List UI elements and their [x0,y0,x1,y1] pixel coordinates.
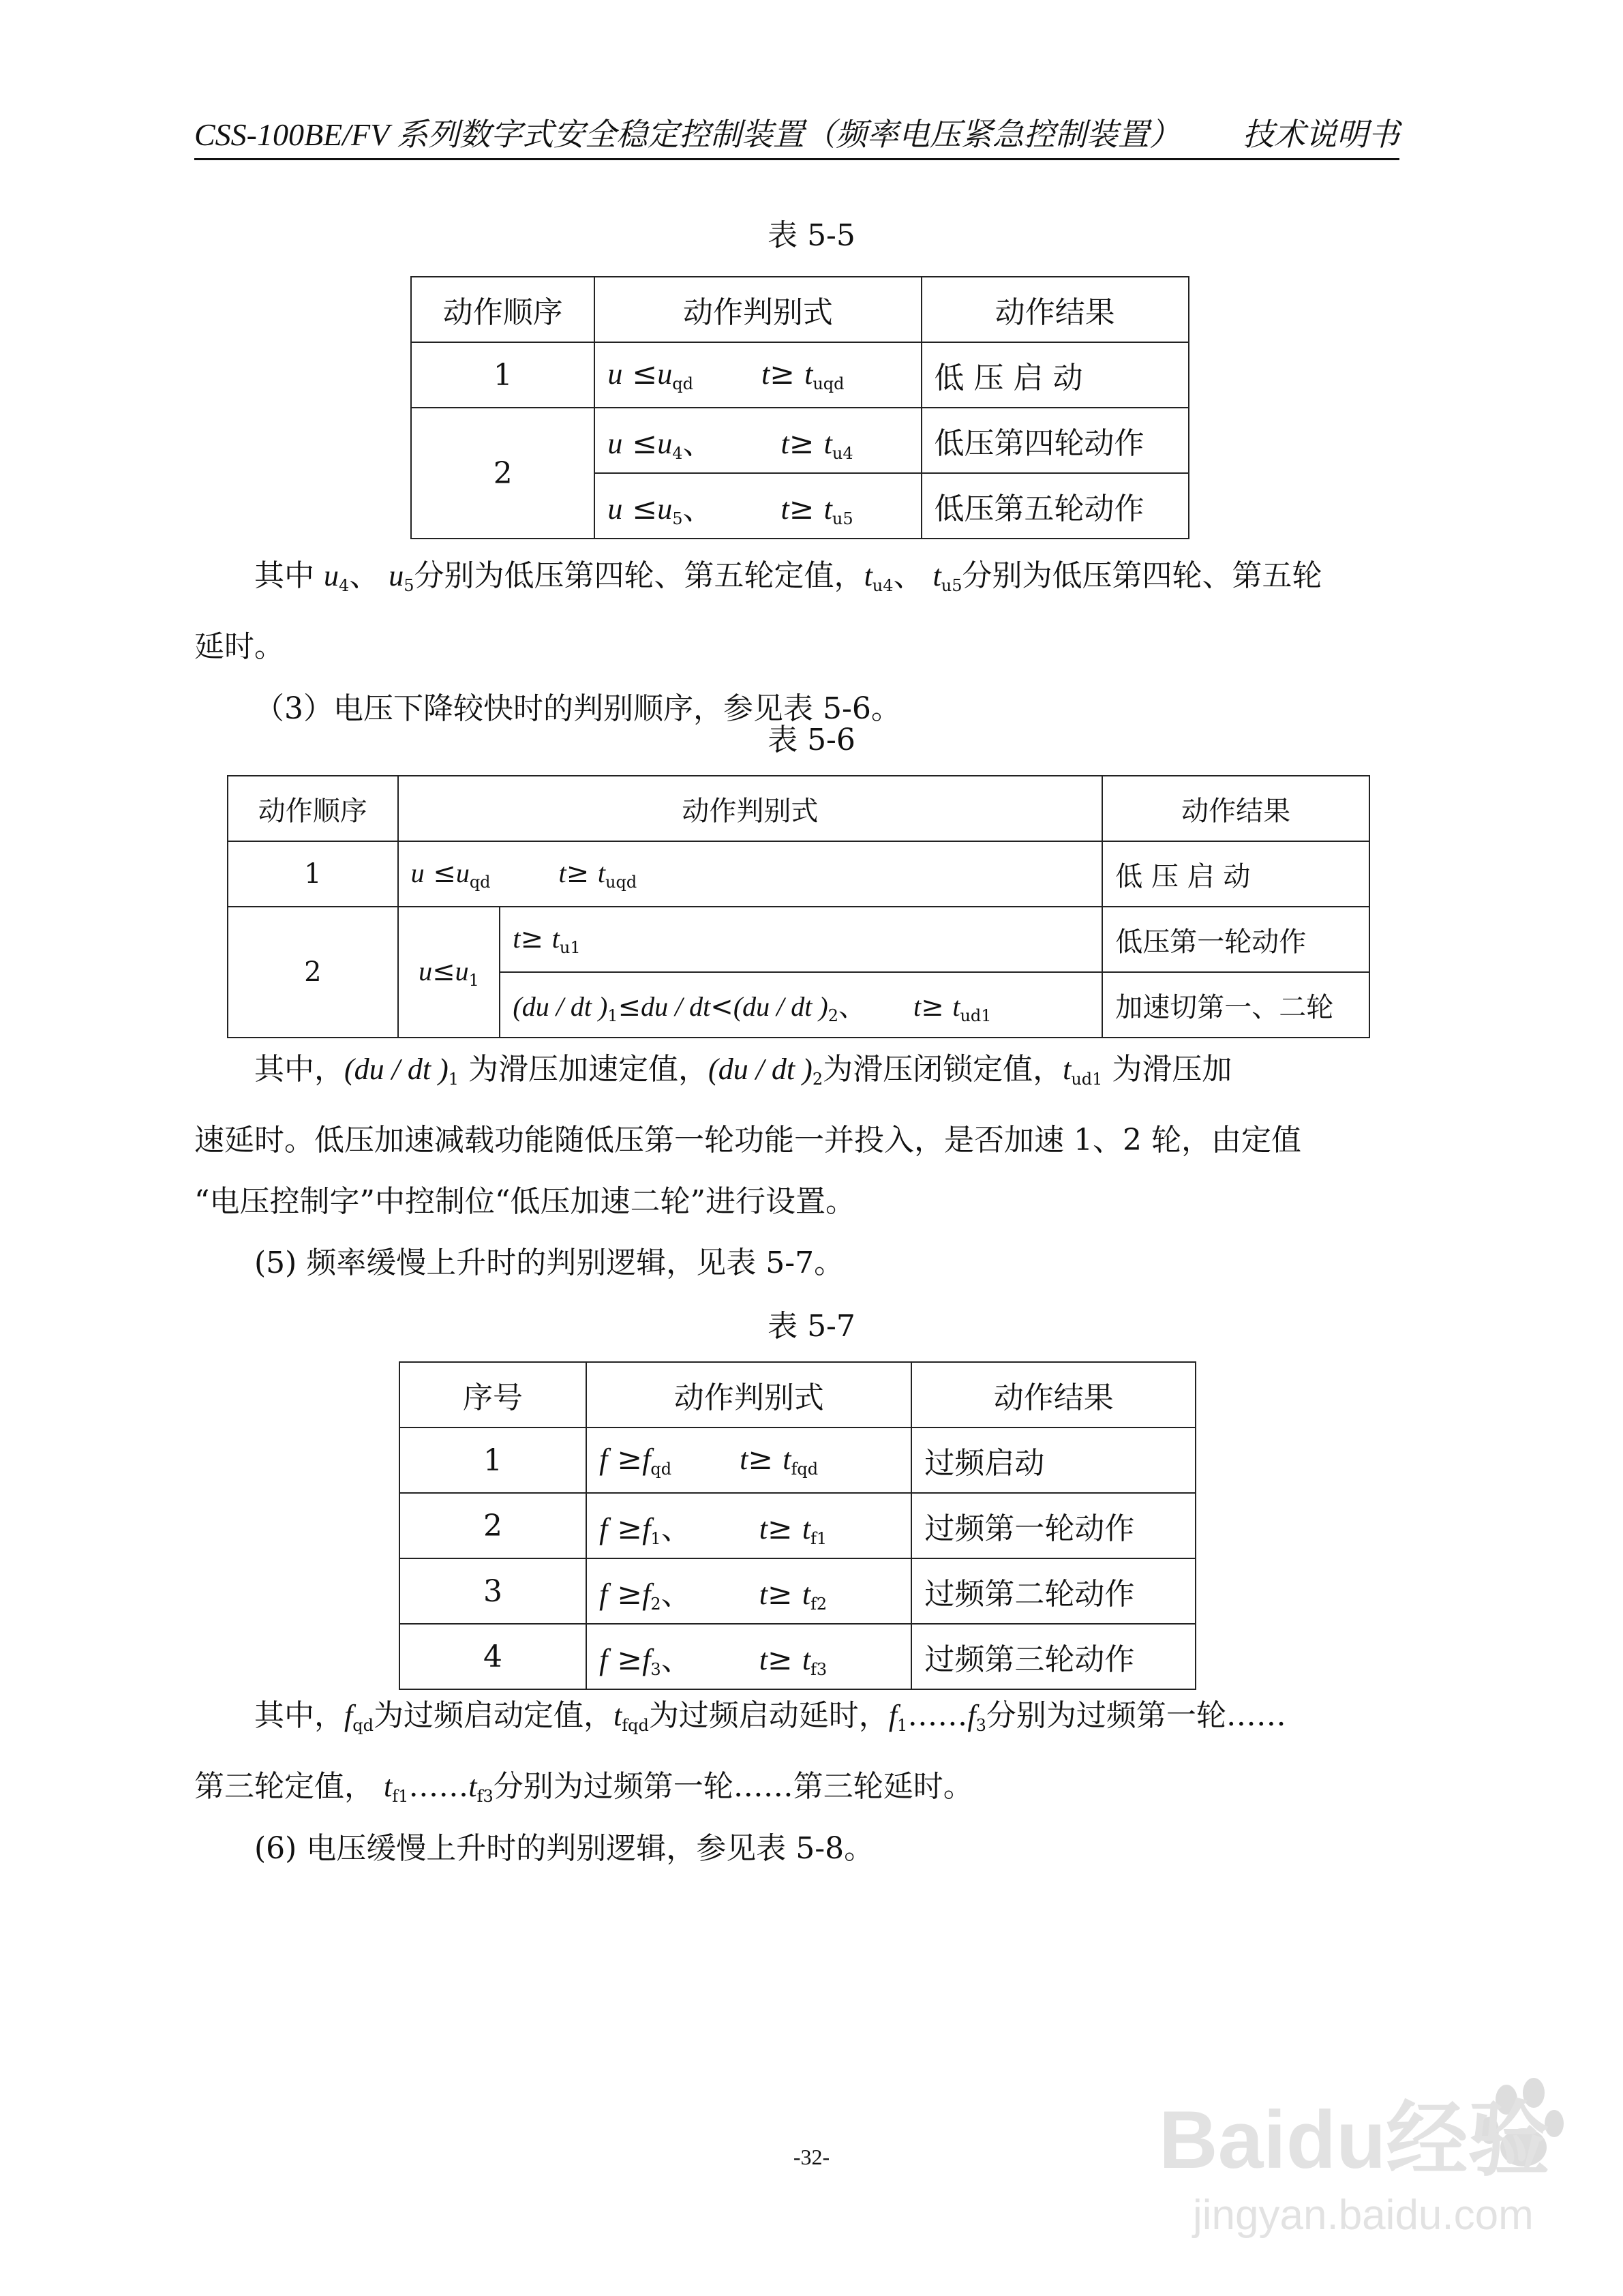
result-cell: 过频第三轮动作 [911,1624,1196,1689]
paragraph-5-7-note: 其中，$f_{qd}$为过频启动定值，$t_{fqd}$为过频启动延时，$f_1\dots\dots f_3$分别为过频第一轮…… 第三轮定值， $t_{f1}\dots\dots t_{f3}$分别为过频第一轮……第三轮延时。 [194,1698,1286,1806]
running-header [194,115,1399,160]
paragraph-section-3: （3）电压下降较快时的判别顺序，参见表 5-6。 [254,691,901,726]
order-cell: 2 [228,907,398,1038]
result-cell: 低压第一轮动作 [1102,907,1369,972]
table-5-6 [227,775,1370,1038]
table-5-7 [399,1361,1196,1690]
condition-cell: $f \ge f_2$、 $t\ge t_{f2}$ [586,1558,911,1624]
column-header-result: 动作结果 [922,277,1189,342]
order-cell: 1 [228,841,398,907]
column-header-result: 动作结果 [1102,776,1369,841]
table-row [399,1493,1196,1558]
condition-cell: $f \ge f_3$、 $t\ge t_{f3}$ [586,1624,911,1689]
result-cell: 过频第二轮动作 [911,1558,1196,1624]
condition-cell: $f \ge f_{qd}$ $t\ge t_{fqd}$ [586,1428,911,1493]
column-header-order: 动作顺序 [228,776,398,841]
paragraph-5-6-note: 其中，(du / dt )$_1$ 为滑压加速定值，(du / dt )$_2$为滑压闭锁定值，$t_{ud1}$ 为滑压加 速延时。低压加速减载功能随低压第一轮功能一并投入，是否加速 1、2 轮，由定值 “电压控制字”中控制位“低压加速二轮”进行设置。 [194,1052,1301,1219]
table-5-7-caption: 表 5-7 [768,1309,855,1344]
condition-cell: $t\ge t_{u1}$ [500,907,1102,972]
column-header-result: 动作结果 [911,1362,1196,1428]
column-header-number: 序号 [399,1362,586,1428]
result-cell: 过频第一轮动作 [911,1493,1196,1558]
page-number: -32- [793,2145,830,2169]
condition-cell: (du / dt )$_1\le du / dt<(du$ / dt )$_2$、 $t\ge t_{ud1}$ [500,972,1102,1038]
condition-cell: $f \ge f_1$、 $t\ge t_{f1}$ [586,1493,911,1558]
order-cell: 1 [411,342,594,408]
watermark-brand: Baidu经验 [1159,2094,1550,2186]
condition-cell: $u \le u_4$、 $t\ge t_{u4}$ [594,408,921,473]
result-cell: 低压第五轮动作 [922,473,1189,539]
result-cell: 低 压 启 动 [922,342,1189,408]
column-header-order: 动作顺序 [411,277,594,342]
condition-cell: $u \le u_5$、 $t\ge t_{u5}$ [594,473,921,539]
result-cell: 加速切第一、二轮 [1102,972,1369,1038]
result-cell: 过频启动 [911,1428,1196,1493]
table-5-5 [410,276,1189,539]
condition-cell: $u \le u_{qd}$ $t\ge t_{uqd}$ [594,342,921,408]
table-row [411,408,1189,473]
paragraph-5-5-note: 其中 $u_4$、 $u_5$分别为低压第四轮、第五轮定值，$t_{u4}$、 $t_{u5}$分别为低压第四轮、第五轮 延时。 [194,558,1322,664]
watermark-url: jingyan.baidu.com [1193,2192,1534,2239]
number-cell: 4 [399,1624,586,1689]
document-type: 技术说明书 [1243,117,1399,152]
paragraph-section-6: (6) 电压缓慢上升时的判别逻辑，参见表 5-8。 [254,1831,875,1866]
table-5-5-caption: 表 5-5 [768,218,855,253]
result-cell: 低 压 启 动 [1102,841,1369,907]
column-header-condition: 动作判别式 [586,1362,911,1428]
baidu-watermark [1152,2072,1568,2250]
table-row [399,1624,1196,1689]
column-header-condition: 动作判别式 [398,776,1103,841]
document-title: CSS-100BE/FV 系列数字式安全稳定控制装置（频率电压紧急控制装置） [194,117,1181,152]
condition-cell: $u \le u_{qd}$ $t\ge t_{uqd}$ [398,841,1103,907]
table-5-6-caption: 表 5-6 [768,723,855,757]
order-cell: 2 [411,408,594,539]
column-header-condition: 动作判别式 [594,277,921,342]
table-row [411,342,1189,408]
table-row [228,907,1369,972]
table-row [228,841,1369,907]
number-cell: 1 [399,1428,586,1493]
number-cell: 3 [399,1558,586,1624]
result-cell: 低压第四轮动作 [922,408,1189,473]
number-cell: 2 [399,1493,586,1558]
table-row [399,1428,1196,1493]
table-row [399,1558,1196,1624]
shared-condition-cell: $u\le u_1$ [398,907,500,1038]
paragraph-section-5: (5) 频率缓慢上升时的判别逻辑，见表 5-7。 [254,1245,845,1280]
